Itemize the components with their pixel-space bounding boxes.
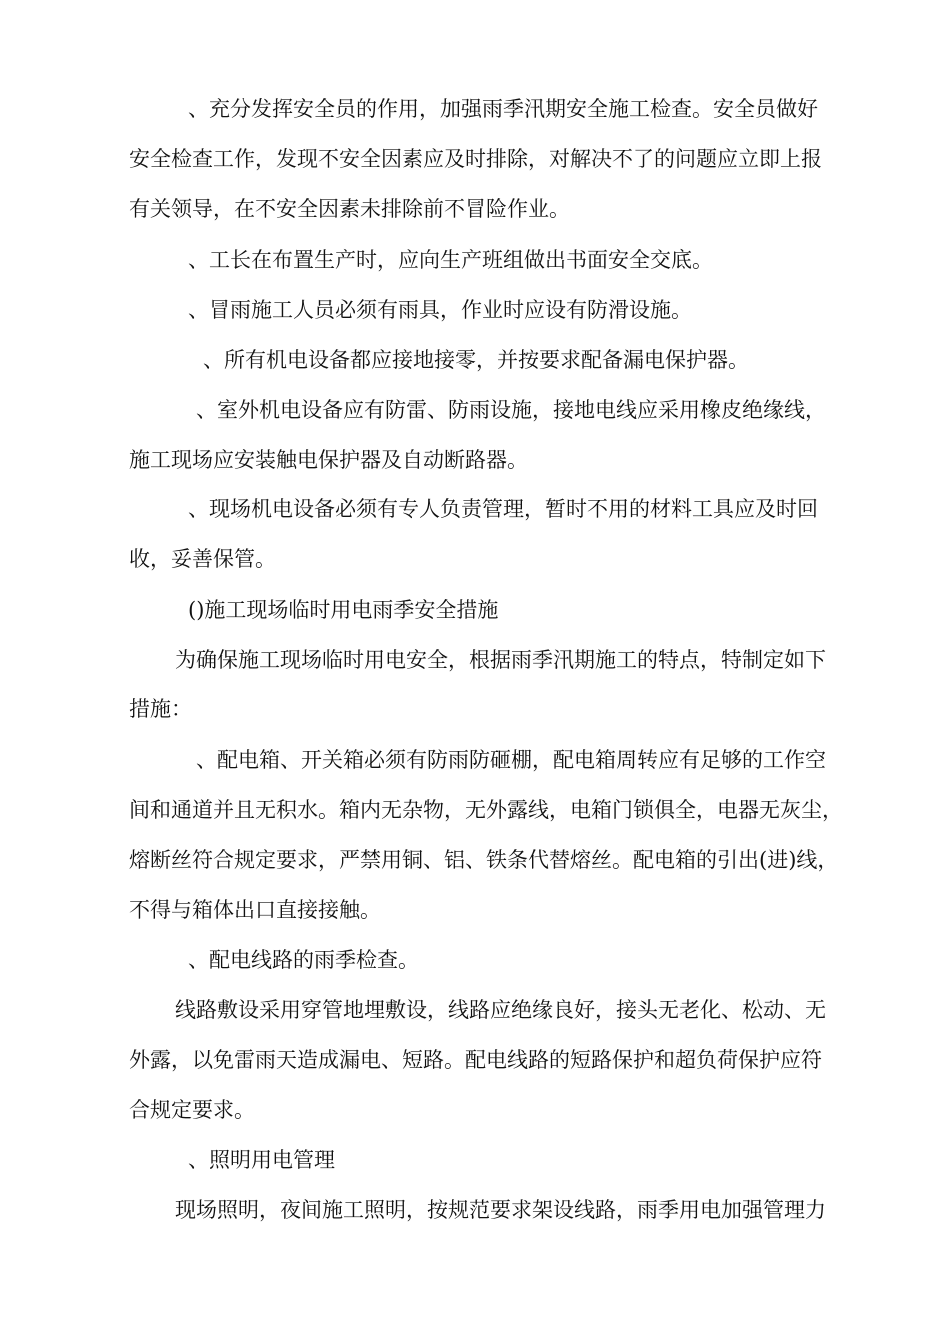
- text-line-10: 收，妥善保管。: [129, 547, 276, 571]
- text-line-13: 措施：: [129, 697, 192, 721]
- text-line-23: 现场照明，夜间施工照明，按规范要求架设线路，雨季用电加强管理力: [175, 1198, 826, 1222]
- text-line-4: 、工长在布置生产时，应向生产班组做出书面安全交底。: [188, 248, 713, 272]
- text-line-12: 为确保施工现场临时用电安全，根据雨季汛期施工的特点，特制定如下: [175, 648, 826, 672]
- text-line-18: 、配电线路的雨季检查。: [188, 948, 419, 972]
- text-line-3: 有关领导，在不安全因素未排除前不冒险作业。: [129, 197, 570, 221]
- text-line-2: 安全检查工作，发现不安全因素应及时排除，对解决不了的问题应立即上报: [129, 147, 822, 171]
- text-line-22: 、照明用电管理: [188, 1148, 335, 1172]
- text-line-1: 、充分发挥安全员的作用，加强雨季汛期安全施工检查。安全员做好: [188, 97, 818, 121]
- text-line-19: 线路敷设采用穿管地埋敷设，线路应绝缘良好，接头无老化、松动、无: [175, 998, 826, 1022]
- text-line-6: 、所有机电设备都应接地接零，并按要求配备漏电保护器。: [203, 348, 749, 372]
- text-line-20: 外露，以免雷雨天造成漏电、短路。配电线路的短路保护和超负荷保护应符: [129, 1048, 822, 1072]
- text-line-9: 、现场机电设备必须有专人负责管理，暂时不用的材料工具应及时回: [188, 497, 818, 521]
- section-heading: ()施工现场临时用电雨季安全措施: [188, 598, 499, 622]
- text-line-5: 、冒雨施工人员必须有雨具，作业时应设有防滑设施。: [188, 298, 692, 322]
- text-line-21: 合规定要求。: [129, 1098, 255, 1122]
- text-line-16: 熔断丝符合规定要求，严禁用铜、铝、铁条代替熔丝。配电箱的引出(进)线，: [129, 848, 839, 872]
- text-line-17: 不得与箱体出口直接接触。: [129, 898, 381, 922]
- text-line-8: 施工现场应安装触电保护器及自动断路器。: [129, 448, 528, 472]
- text-line-14: 、配电箱、开关箱必须有防雨防砸棚，配电箱周转应有足够的工作空: [196, 748, 826, 772]
- text-line-7: 、室外机电设备应有防雷、防雨设施，接地电线应采用橡皮绝缘线，: [196, 398, 826, 422]
- text-line-15: 间和通道并且无积水。箱内无杂物，无外露线，电箱门锁俱全，电器无灰尘，: [129, 798, 843, 822]
